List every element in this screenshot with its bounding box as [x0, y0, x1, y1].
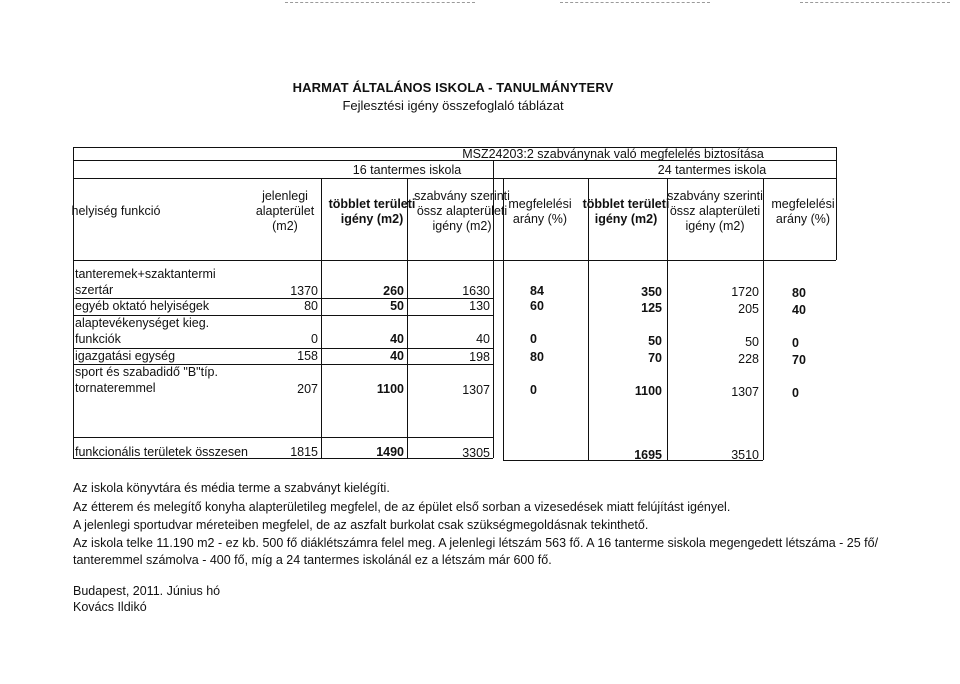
cell-extra-24: 125	[641, 301, 662, 315]
table-line	[73, 437, 493, 438]
cell-total-24: 205	[738, 302, 759, 316]
row-label: egyéb oktató helyiségek	[75, 299, 210, 313]
column-header-total-16: szabvány szerinti össz alapterületi igény (m2)	[414, 189, 510, 233]
cell-ratio-24: 80	[792, 286, 806, 300]
cell-extra-16: 40	[390, 349, 404, 363]
cell-ratio-16: 60	[530, 299, 544, 313]
cell-total-24: 1720	[731, 285, 759, 299]
table-line	[73, 178, 836, 179]
cell-total-24: 228	[738, 352, 759, 366]
scan-artifact	[560, 2, 710, 3]
cell-total-16: 1630	[462, 284, 490, 298]
column-header-ratio-24: megfelelési arány (%)	[771, 197, 835, 226]
cell-total-16: 198	[469, 350, 490, 364]
row-label: tanteremek+szaktantermi	[75, 267, 216, 281]
cell-ratio-24: 40	[792, 303, 806, 317]
note-line: Az iskola könyvtára és média terme a szabványt kielégíti.	[73, 481, 390, 495]
cell-extra-24: 350	[641, 285, 662, 299]
cell-extra-24: 1100	[634, 384, 662, 398]
cell-extra-24: 70	[648, 351, 662, 365]
totals-label: funkcionális területek összesen	[75, 445, 249, 459]
cell-current: 1370	[290, 284, 318, 298]
note-line: tanteremmel számolva - 400 fő, míg a 24 tantermes iskolánál ez a létszám már 600 fő.	[73, 553, 552, 567]
cell-extra-16: 260	[383, 284, 404, 298]
row-label: igazgatási egység	[75, 349, 176, 363]
cell-extra-24: 50	[648, 334, 662, 348]
note-line: Az étterem és melegítő konyha alapterületileg megfelel, de az épület első sorban a vizesedések miatt felújítást igényel.	[73, 500, 731, 514]
column-header-total-24: szabvány szerinti össz alapterületi igény (m2)	[667, 189, 763, 233]
total-extra-16: 1490	[376, 445, 404, 459]
column-header-function: helyiség funkció	[71, 204, 161, 218]
row-label: sport és szabadidő "B"típ.	[75, 365, 218, 379]
column-header-ratio-16: megfelelési arány (%)	[508, 197, 572, 226]
standard-compliance-header: MSZ24203:2 szabványnak való megfelelés biztosítása	[462, 147, 764, 161]
author-name: Kovács Ildikó	[73, 600, 147, 614]
cell-ratio-16: 0	[530, 332, 537, 346]
cell-total-16: 40	[476, 332, 490, 346]
cell-extra-16: 50	[390, 299, 404, 313]
cell-ratio-16: 0	[530, 383, 537, 397]
total-current: 1815	[290, 445, 318, 459]
cell-current: 158	[297, 349, 318, 363]
cell-current: 0	[311, 332, 318, 346]
cell-ratio-16: 84	[530, 284, 544, 298]
total-total-24: 3510	[731, 448, 759, 462]
row-label: alaptevékenységet kieg.	[75, 316, 210, 330]
scan-artifact	[800, 2, 950, 3]
cell-current: 80	[304, 299, 318, 313]
note-line: Az iskola telke 11.190 m2 - ez kb. 500 fő diáklétszámra felel meg. A jelenlegi létszám 563 fő. A 16 tanterme siskola megengedett létszáma - 25 fő/	[73, 536, 879, 550]
cell-extra-16: 1100	[376, 382, 404, 396]
scan-artifact	[285, 2, 475, 3]
group-header-16: 16 tantermes iskola	[352, 163, 462, 177]
column-header-current: jelenlegi alapterület (m2)	[255, 189, 315, 233]
cell-total-24: 1307	[731, 385, 759, 399]
row-label: tornateremmel	[75, 381, 156, 395]
column-header-extra-16: többlet területi igény (m2)	[328, 197, 416, 226]
row-label: funkciók	[75, 332, 121, 346]
total-extra-24: 1695	[634, 448, 662, 462]
document-title: HARMAT ÁLTALÁNOS ISKOLA - TANULMÁNYTERV	[292, 80, 614, 95]
cell-current: 207	[297, 382, 318, 396]
cell-extra-16: 40	[390, 332, 404, 346]
cell-ratio-16: 80	[530, 350, 544, 364]
cell-ratio-24: 0	[792, 386, 799, 400]
row-label: szertár	[75, 283, 114, 297]
note-line: A jelenlegi sportudvar méreteiben megfelel, de az aszfalt burkolat csak szükségmegoldásnak tekinthető.	[73, 518, 649, 532]
cell-ratio-24: 70	[792, 353, 806, 367]
table-border-left	[73, 147, 74, 458]
group-header-24: 24 tantermes iskola	[657, 163, 767, 177]
cell-ratio-24: 0	[792, 336, 799, 350]
document-subtitle: Fejlesztési igény összefoglaló táblázat	[342, 98, 564, 113]
cell-total-24: 50	[745, 335, 759, 349]
place-date: Budapest, 2011. Június hó	[73, 584, 221, 598]
table-header-bottom	[73, 260, 836, 261]
column-header-extra-24: többlet területi igény (m2)	[582, 197, 670, 226]
cell-total-16: 130	[469, 299, 490, 313]
total-total-16: 3305	[462, 446, 490, 460]
cell-total-16: 1307	[462, 383, 490, 397]
